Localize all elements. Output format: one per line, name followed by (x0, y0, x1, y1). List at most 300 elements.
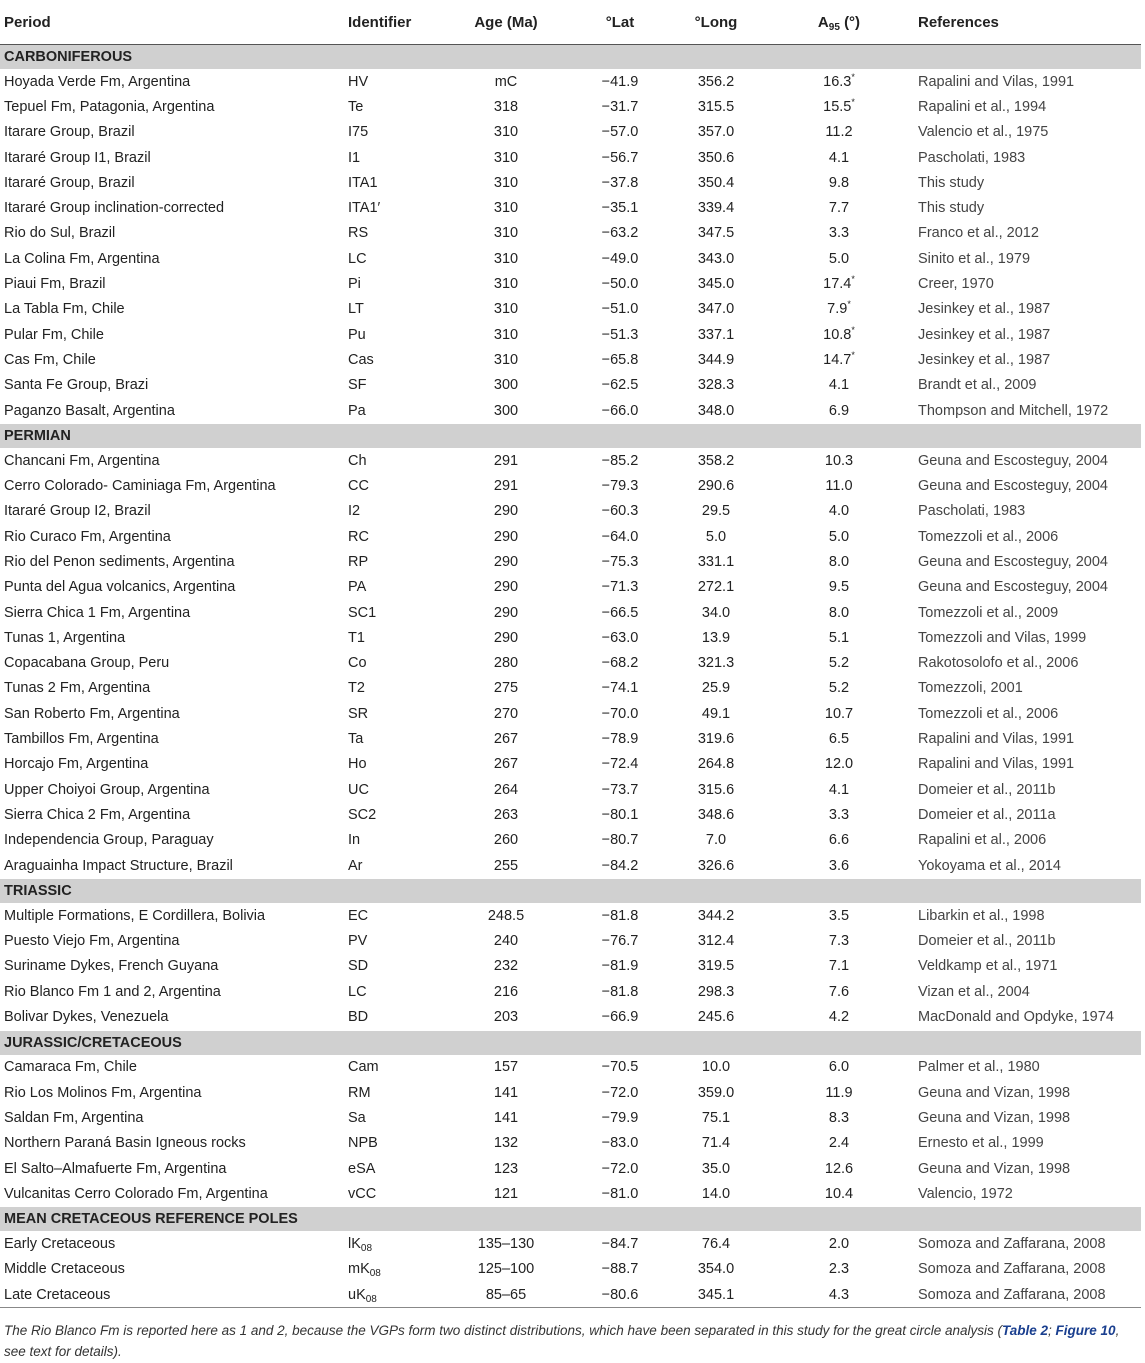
cell-identifier: Ho (348, 756, 367, 773)
cell-identifier: RC (348, 528, 369, 545)
cell-period: Araguainha Impact Structure, Brazil (4, 857, 233, 874)
cell-age: 125–100 (477, 1261, 535, 1278)
cell-reference: Tomezzoli, 2001 (918, 680, 1023, 697)
cell-period: Tambillos Fm, Argentina (4, 731, 159, 748)
cell-identifier: BD (348, 1009, 369, 1026)
cell-a95: 7.6 (828, 983, 850, 1000)
table-row (0, 929, 1141, 954)
cell-reference: Geuna and Escosteguy, 2004 (918, 478, 1108, 495)
table-row (0, 1257, 1141, 1282)
cell-a95: 7.7 (828, 200, 850, 217)
cell-period: Puesto Viejo Fm, Argentina (4, 933, 180, 950)
footnote-text: The Rio Blanco Fm is reported here as 1 and 2, because the VGPs form two distinct distributions, which have been separated in this study for the great circle analysis ( (4, 1323, 1002, 1338)
header-period: Period (0, 0, 344, 45)
cell-period: Tunas 2 Fm, Argentina (4, 680, 151, 697)
header-lat: °Lat (572, 0, 668, 45)
table-row (0, 777, 1141, 802)
cell-period: Multiple Formations, E Cordillera, Bolivia (4, 907, 266, 924)
cell-period: Sierra Chica 2 Fm, Argentina (4, 806, 191, 823)
cell-age: 280 (493, 655, 519, 672)
cell-age: 310 (493, 225, 519, 242)
table-row (0, 499, 1141, 524)
cell-identifier: SF (348, 377, 367, 394)
cell-identifier: eSA (348, 1160, 376, 1177)
cell-lat: −79.9 (601, 1109, 639, 1126)
table-row (0, 246, 1141, 271)
cell-reference: Veldkamp et al., 1971 (918, 958, 1058, 975)
cell-a95: 10.8* (823, 324, 855, 343)
cell-a95: 8.3 (828, 1109, 850, 1126)
cell-age: 290 (493, 579, 519, 596)
cell-identifier: SC2 (348, 806, 377, 823)
cell-reference: Rapalini and Vilas, 1991 (918, 756, 1075, 773)
cell-identifier: LC (348, 250, 367, 267)
cell-a95: 12.6 (824, 1160, 854, 1177)
cell-long: 331.1 (697, 553, 735, 570)
cell-identifier: T1 (348, 629, 365, 646)
cell-identifier: HV (348, 73, 369, 90)
cell-age: 141 (493, 1084, 519, 1101)
cell-identifier: SR (348, 705, 369, 722)
cell-lat: −56.7 (601, 149, 639, 166)
section-header-row (0, 879, 1141, 904)
cell-age: 255 (493, 857, 519, 874)
cell-a95: 16.3* (823, 71, 855, 90)
cell-reference: Domeier et al., 2011b (918, 781, 1056, 798)
cell-period: Upper Choiyoi Group, Argentina (4, 781, 210, 798)
section-header-row (0, 424, 1141, 449)
cell-period: Rio Los Molinos Fm, Argentina (4, 1084, 202, 1101)
cell-long: 347.0 (697, 301, 735, 318)
header-long: °Long (668, 0, 764, 45)
cell-age: 267 (493, 731, 519, 748)
cell-long: 356.2 (697, 73, 735, 90)
cell-period: La Tabla Fm, Chile (4, 301, 125, 318)
cell-a95: 5.0 (828, 250, 850, 267)
section-header-row (0, 1030, 1141, 1055)
cell-a95: 5.1 (828, 629, 850, 646)
cell-age: 85–65 (485, 1286, 527, 1303)
cell-reference: Sinito et al., 1979 (918, 250, 1031, 267)
cell-lat: −51.0 (601, 301, 639, 318)
table-row (0, 271, 1141, 296)
cell-lat: −85.2 (601, 452, 639, 469)
table-row (0, 195, 1141, 220)
cell-period: Itarare Group, Brazil (4, 124, 135, 141)
cell-age: 141 (493, 1109, 519, 1126)
cell-reference: This study (918, 174, 985, 191)
cell-identifier: SD (348, 958, 369, 975)
header-a95-unit: (°) (844, 13, 861, 31)
table-row (0, 322, 1141, 347)
header-a95-letter: A (817, 13, 829, 31)
cell-period: Cerro Colorado- Caminiaga Fm, Argentina (4, 478, 276, 495)
cell-a95: 11.0 (825, 478, 853, 495)
cell-reference: Palmer et al., 1980 (918, 1059, 1040, 1076)
cell-a95: 8.0 (828, 604, 850, 621)
cell-identifier (344, 1282, 440, 1307)
cell-lat: −66.5 (601, 604, 639, 621)
cell-lat: −70.0 (601, 705, 639, 722)
table-row (0, 651, 1141, 676)
cell-lat: −80.1 (601, 806, 639, 823)
cell-identifier: Cas (348, 351, 374, 368)
table-row (0, 1080, 1141, 1105)
cell-lat: −73.7 (601, 781, 639, 798)
cell-lat: −81.0 (601, 1185, 639, 1202)
cell-long: 345.0 (697, 276, 735, 293)
cell-reference: Pascholati, 1983 (918, 149, 1026, 166)
cell-lat: −57.0 (601, 124, 639, 141)
cell-long: 272.1 (697, 579, 735, 596)
cell-age: 157 (493, 1059, 519, 1076)
cell-age: 300 (493, 402, 519, 419)
cell-a95: 7.3 (828, 933, 850, 950)
cell-reference: Rapalini et al., 2006 (918, 832, 1047, 849)
section-title: PERMIAN (0, 424, 1141, 449)
cell-a95: 7.1 (828, 958, 850, 975)
header-a95-sub: 95 (828, 21, 840, 33)
table-row (0, 802, 1141, 827)
cell-identifier: In (348, 832, 361, 849)
identifier-text: lK (348, 1236, 361, 1253)
cell-long: 10.0 (701, 1059, 731, 1076)
table-row (0, 600, 1141, 625)
table-row (0, 120, 1141, 145)
header-identifier: Identifier (344, 0, 440, 45)
cell-identifier: Ch (348, 452, 367, 469)
section-title: CARBONIFEROUS (0, 45, 1141, 70)
cell-age: 216 (493, 983, 519, 1000)
table-row (0, 1181, 1141, 1207)
table-row (0, 170, 1141, 195)
cell-identifier: Ar (348, 857, 363, 874)
cell-long: 321.3 (697, 655, 735, 672)
cell-a95: 17.4* (823, 274, 855, 293)
cell-identifier: RP (348, 553, 369, 570)
cell-long: 350.6 (697, 149, 735, 166)
cell-period: San Roberto Fm, Argentina (4, 705, 180, 722)
cell-period: Tepuel Fm, Patagonia, Argentina (4, 98, 215, 115)
cell-identifier: RM (348, 1084, 371, 1101)
cell-long: 347.5 (697, 225, 735, 242)
cell-period: Northern Paraná Basin Igneous rocks (4, 1135, 246, 1152)
cell-reference: Pascholati, 1983 (918, 503, 1026, 520)
cell-long: 345.1 (697, 1286, 735, 1303)
cell-long: 49.1 (701, 705, 731, 722)
cell-reference: MacDonald and Opdyke, 1974 (918, 1009, 1114, 1026)
table-row (0, 1055, 1141, 1080)
cell-lat: −65.8 (601, 351, 639, 368)
cell-period: Tunas 1, Argentina (4, 629, 126, 646)
table-row (0, 373, 1141, 398)
cell-reference: This study (918, 200, 985, 217)
cell-identifier: LC (348, 983, 367, 1000)
cell-identifier: vCC (348, 1185, 377, 1202)
cell-identifier: RS (348, 225, 369, 242)
cell-identifier: Sa (348, 1109, 366, 1126)
cell-long: 76.4 (701, 1236, 731, 1253)
cell-age: 123 (493, 1160, 519, 1177)
cell-a95: 15.5* (823, 97, 855, 115)
cell-age: 290 (493, 553, 519, 570)
header-row (0, 0, 1141, 45)
cell-period: Horcajo Fm, Argentina (4, 756, 149, 773)
cell-identifier: Cam (348, 1059, 379, 1076)
cell-lat: −66.9 (601, 1009, 639, 1026)
cell-period: Itararé Group I1, Brazil (4, 149, 151, 166)
cell-lat: −63.2 (601, 225, 639, 242)
cell-period: Rio do Sul, Brazil (4, 225, 116, 242)
cell-reference: Tomezzoli et al., 2006 (918, 528, 1059, 545)
cell-lat: −80.6 (601, 1286, 639, 1303)
cell-long: 5.0 (705, 528, 727, 545)
cell-a95: 6.9 (828, 402, 850, 419)
cell-lat: −63.0 (601, 629, 639, 646)
cell-identifier (344, 1231, 440, 1256)
cell-identifier: CC (348, 478, 369, 495)
cell-reference: Rapalini and Vilas, 1991 (918, 73, 1075, 90)
cell-reference: Geuna and Escosteguy, 2004 (918, 452, 1108, 469)
table-row (0, 676, 1141, 701)
cell-age: 310 (493, 124, 519, 141)
cell-identifier: Ta (348, 731, 364, 748)
table-row (0, 297, 1141, 322)
cell-lat: −50.0 (601, 276, 639, 293)
table-row (0, 524, 1141, 549)
cell-reference: Tomezzoli et al., 2006 (918, 705, 1059, 722)
footnote-table-link[interactable]: Table 2 (1002, 1323, 1049, 1338)
cell-reference: Tomezzoli and Vilas, 1999 (918, 629, 1087, 646)
cell-identifier: ITA1′ (348, 200, 381, 217)
cell-lat: −72.0 (601, 1084, 639, 1101)
cell-a95: 2.4 (828, 1135, 850, 1152)
cell-long: 25.9 (701, 680, 731, 697)
cell-period: Suriname Dykes, French Guyana (4, 958, 219, 975)
cell-a95: 6.5 (828, 731, 850, 748)
cell-a95: 10.7 (824, 705, 854, 722)
cell-period: Santa Fe Group, Brazi (4, 377, 149, 394)
cell-lat: −35.1 (601, 200, 639, 217)
table-row (0, 828, 1141, 853)
cell-period: Independencia Group, Paraguay (4, 832, 214, 849)
table-row (0, 145, 1141, 170)
table-row (0, 1004, 1141, 1030)
table-row (0, 853, 1141, 879)
cell-period: Paganzo Basalt, Argentina (4, 402, 175, 419)
cell-reference: Somoza and Zaffarana, 2008 (918, 1286, 1106, 1303)
cell-reference: Valencio, 1972 (918, 1185, 1013, 1202)
cell-reference: Domeier et al., 2011b (918, 933, 1056, 950)
cell-a95: 2.3 (828, 1261, 850, 1278)
cell-identifier: PV (348, 933, 368, 950)
cell-lat: −81.8 (601, 983, 639, 1000)
cell-long: 298.3 (697, 983, 735, 1000)
cell-period: Copacabana Group, Peru (4, 655, 170, 672)
cell-age: 290 (493, 503, 519, 520)
cell-reference: Geuna and Vizan, 1998 (918, 1109, 1071, 1126)
cell-long: 326.6 (697, 857, 735, 874)
table-row (0, 752, 1141, 777)
cell-lat: −71.3 (601, 579, 639, 596)
footnote-figure-link[interactable]: Figure 10 (1055, 1323, 1116, 1338)
cell-long: 315.5 (697, 98, 735, 115)
cell-age: 290 (493, 604, 519, 621)
cell-long: 13.9 (701, 629, 731, 646)
cell-period: Chancani Fm, Argentina (4, 452, 160, 469)
cell-long: 319.6 (697, 731, 735, 748)
cell-lat: −49.0 (601, 250, 639, 267)
cell-age: 275 (493, 680, 519, 697)
cell-age: 264 (493, 781, 519, 798)
header-references: References (914, 0, 1141, 45)
table-row (0, 221, 1141, 246)
cell-reference: Geuna and Escosteguy, 2004 (918, 553, 1108, 570)
cell-period: Itararé Group I2, Brazil (4, 503, 151, 520)
cell-period: Punta del Agua volcanics, Argentina (4, 579, 236, 596)
cell-identifier: SC1 (348, 604, 377, 621)
cell-reference: Valencio et al., 1975 (918, 124, 1049, 141)
cell-long: 337.1 (697, 326, 735, 343)
cell-long: 343.0 (697, 250, 735, 267)
cell-identifier: UC (348, 781, 369, 798)
cell-period: Itararé Group inclination-corrected (4, 200, 225, 217)
cell-age: mC (494, 73, 518, 90)
cell-lat: −81.8 (601, 907, 639, 924)
cell-a95: 7.9* (827, 299, 851, 318)
table-row (0, 347, 1141, 372)
cell-identifier: Te (348, 98, 364, 115)
cell-period: El Salto–Almafuerte Fm, Argentina (4, 1160, 227, 1177)
table-row (0, 1105, 1141, 1130)
cell-reference: Ernesto et al., 1999 (918, 1135, 1044, 1152)
cell-age: 203 (493, 1009, 519, 1026)
cell-identifier: Co (348, 655, 367, 672)
cell-identifier: I2 (348, 503, 361, 520)
cell-identifier: Pu (348, 326, 366, 343)
table-row (0, 726, 1141, 751)
cell-lat: −79.3 (601, 478, 639, 495)
cell-period: Bolivar Dykes, Venezuela (4, 1009, 169, 1026)
cell-long: 14.0 (701, 1185, 731, 1202)
a95-asterisk: * (851, 97, 855, 108)
table-row (0, 69, 1141, 94)
cell-reference: Creer, 1970 (918, 276, 994, 293)
cell-lat: −51.3 (601, 326, 639, 343)
cell-lat: −74.1 (601, 680, 639, 697)
footnote-tail: , see text for details). (4, 1323, 1120, 1359)
cell-a95: 4.3 (828, 1286, 850, 1303)
cell-lat: −41.9 (601, 73, 639, 90)
cell-reference: Jesinkey et al., 1987 (918, 351, 1051, 368)
table-row (0, 1231, 1141, 1256)
cell-lat: −62.5 (601, 377, 639, 394)
cell-long: 354.0 (697, 1261, 735, 1278)
header-age: Age (Ma) (440, 0, 572, 45)
cell-age: 310 (493, 200, 519, 217)
cell-long: 339.4 (697, 200, 735, 217)
cell-period: Piaui Fm, Brazil (4, 276, 106, 293)
cell-age: 248.5 (487, 907, 525, 924)
cell-long: 290.6 (697, 478, 735, 495)
cell-period: Vulcanitas Cerro Colorado Fm, Argentina (4, 1185, 268, 1202)
cell-a95: 11.9 (825, 1084, 853, 1101)
cell-lat: −83.0 (601, 1135, 639, 1152)
cell-long: 71.4 (701, 1135, 731, 1152)
cell-long: 7.0 (705, 832, 727, 849)
cell-a95: 4.2 (828, 1009, 850, 1026)
table-row (0, 448, 1141, 473)
cell-age: 270 (493, 705, 519, 722)
table-row (0, 94, 1141, 119)
cell-a95: 5.2 (828, 680, 850, 697)
cell-a95: 10.4 (824, 1185, 854, 1202)
table-row (0, 701, 1141, 726)
cell-lat: −60.3 (601, 503, 639, 520)
a95-asterisk: * (851, 324, 855, 335)
table-row (0, 398, 1141, 424)
cell-long: 359.0 (697, 1084, 735, 1101)
cell-period: Early Cretaceous (4, 1236, 116, 1253)
cell-identifier: Pa (348, 402, 366, 419)
cell-long: 350.4 (697, 174, 735, 191)
cell-age: 310 (493, 149, 519, 166)
cell-a95: 6.0 (828, 1059, 850, 1076)
cell-age: 260 (493, 832, 519, 849)
table-row (0, 473, 1141, 498)
cell-long: 344.2 (697, 907, 735, 924)
cell-period: Rio del Penon sediments, Argentina (4, 553, 235, 570)
cell-age: 291 (493, 478, 519, 495)
cell-period: Middle Cretaceous (4, 1261, 125, 1278)
cell-age: 132 (493, 1135, 519, 1152)
cell-lat: −68.2 (601, 655, 639, 672)
cell-long: 34.0 (701, 604, 731, 621)
cell-a95: 14.7* (823, 350, 855, 368)
cell-age: 267 (493, 756, 519, 773)
cell-a95: 5.2 (828, 655, 850, 672)
cell-identifier: T2 (348, 680, 365, 697)
cell-lat: −75.3 (601, 553, 639, 570)
footnote-divider (0, 1307, 1141, 1308)
cell-identifier (344, 1257, 440, 1282)
cell-age: 310 (493, 301, 519, 318)
cell-a95: 11.2 (825, 124, 853, 141)
cell-age: 290 (493, 629, 519, 646)
cell-age: 135–130 (477, 1236, 535, 1253)
cell-a95: 9.5 (828, 579, 850, 596)
cell-lat: −64.0 (601, 528, 639, 545)
cell-identifier: EC (348, 907, 369, 924)
cell-long: 348.0 (697, 402, 735, 419)
table-row (0, 1156, 1141, 1181)
section-title: JURASSIC/CRETACEOUS (0, 1030, 1141, 1055)
cell-age: 310 (493, 250, 519, 267)
table-row (0, 1282, 1141, 1307)
cell-reference: Yokoyama et al., 2014 (918, 857, 1061, 874)
cell-lat: −66.0 (601, 402, 639, 419)
cell-a95: 5.0 (828, 528, 850, 545)
cell-a95: 9.8 (828, 174, 850, 191)
cell-age: 300 (493, 377, 519, 394)
a95-asterisk: * (851, 274, 855, 285)
cell-age: 310 (493, 276, 519, 293)
identifier-text: uK (348, 1286, 366, 1303)
table-row (0, 625, 1141, 650)
footnote-separator: ; (1048, 1323, 1056, 1338)
cell-a95: 3.6 (828, 857, 850, 874)
section-header-row (0, 1207, 1141, 1232)
